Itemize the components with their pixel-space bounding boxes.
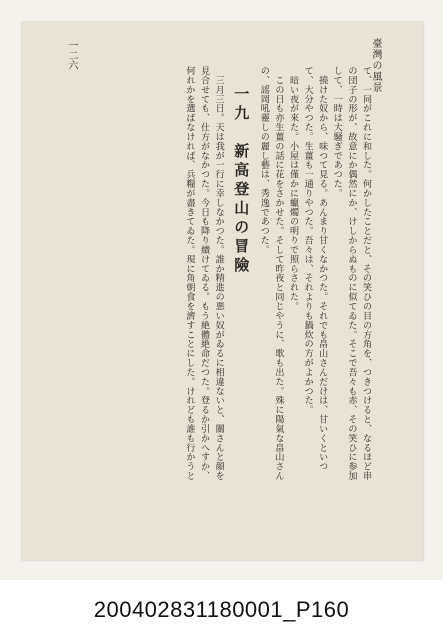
text-column: て、一同がこれに和した。何かしたことだと、その笑ひの目の方角を、つきつけると、なるほど串 [361, 66, 371, 481]
text-column: て、大分やつた。生薑も一通りやつた。吾々は、それよりも鍋炊の方がよかつた。 [302, 66, 313, 415]
text-column: の団子の形が、故意にか偶然にか、けしからぬものに似てゐた。そこで吾々も赤、その笑ひに参加 [346, 66, 357, 481]
text-column: この日も亦生薑の話に花をさかせた。そして昨夜と同じやうに、歌も出た。殊に陽氣な畠山さん [273, 66, 284, 481]
section-heading: 一九 新高登山の冒險 [232, 86, 251, 276]
text-column: して、一時は大騒ぎであつた。 [331, 66, 342, 198]
page-number: 一二六 [66, 40, 77, 70]
text-column: 何れかを選ばなければ、兵糧が盡きてゐた。現に角朝食を濟すことにした。けれども誰も行かうと [184, 66, 195, 481]
text-column: 三月三日。天は我が一行に幸しなかつた。誰か精進の悪い奴がゐるに相違ないと、關さんと顔を [213, 66, 224, 481]
text-column: 見合せても、仕方がなかつた。今日も降り續けてゐる。もう絶體絶命だつた。登るか引かへすか、 [199, 66, 210, 481]
archive-id-label: 200402831180001_P160 [93, 597, 350, 622]
text-column: 撓けた奴から、味つて見る。あんまり甘くなかつた。それでも畠山さんだけは、甘いくといつ [317, 66, 328, 472]
text-column: の、謡岡吼靈しの麗し藝は、秀逸であつた。 [258, 66, 269, 255]
running-head: 臺灣の風景 [370, 38, 381, 93]
book-page [22, 22, 423, 560]
body-text [67, 66, 373, 536]
text-column: 暗い夜が來た。小屋は僅かに蠟燭の明りで照らされた。 [288, 66, 299, 311]
